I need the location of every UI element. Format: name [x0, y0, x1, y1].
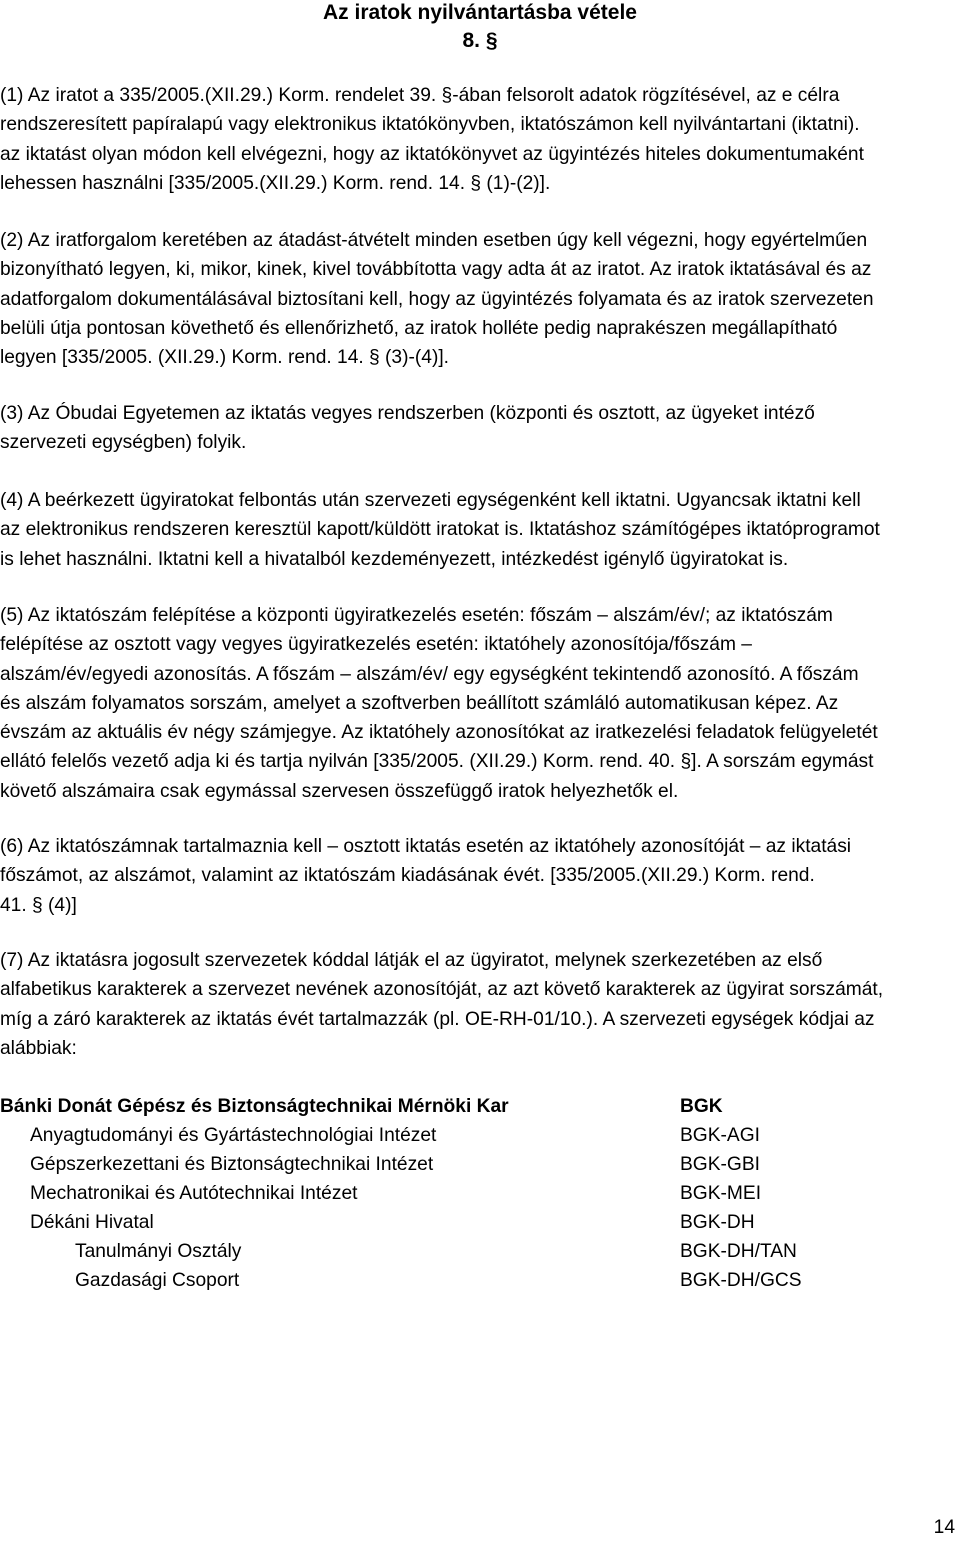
org-unit-name: Gépszerkezettani és Biztonságtechnikai Intézet	[30, 1154, 434, 1175]
org-unit-row	[0, 1208, 960, 1237]
org-unit-row	[0, 1179, 960, 1208]
paragraph-6: (6) Az iktatószámnak tartalmaznia kell – osztott iktatás esetén az iktatóhely azonosítóját – az iktatási főszámot, az alszámot, valamint az iktatószám kiadásának évét. [335/2005.(XII.29.) Korm. rend. 41. § (4)]	[0, 836, 852, 916]
org-unit-row	[0, 1237, 960, 1266]
org-unit-code: BGK-DH/GCS	[680, 1270, 802, 1291]
paragraph-5: (5) Az iktatószám felépítése a központi ügyiratkezelés esetén: főszám – alszám/év/; az iktatószám felépítése az osztott vagy vegyes ügyiratkezelés esetén: iktatóhely azonosítója/főszám – alszám/év/egyedi azonosítás. A főszám – alszám/év/ egy egységként tekintendő azonosító. A főszám és alszám folyamatos sorszám, amelyet a szoftverben beállított számláló automatikusan képez. Az évszám az aktuális év négy számjegye. Az iktatóhely azonosítókat az iratkezelési feladatok felügyeletét ellátó felelős vezető adja ki és tartja nyilván [335/2005. (XII.29.) Korm. rend. 40. §]. A sorszám egymást követő alszámaira csak egymással szervesen összefüggő iratok helyezhetők el.	[0, 605, 878, 802]
org-unit-row	[0, 1266, 960, 1295]
org-unit-name: Bánki Donát Gépész és Biztonságtechnikai Mérnöki Kar	[0, 1096, 509, 1117]
org-unit-code: BGK-DH	[680, 1212, 755, 1233]
paragraph-3: (3) Az Óbudai Egyetemen az iktatás vegyes rendszerben (központi és osztott, az ügyeket intéző szervezeti egységben) folyik.	[0, 403, 815, 454]
paragraph-1: (1) Az iratot a 335/2005.(XII.29.) Korm. rendelet 39. §-ában felsorolt adatok rögzítésével, az e célra rendszeresített papíralapú vagy elektronikus iktatókönyvben, iktatószámon kell nyilvántartani (iktatni). az iktatást olyan módon kell elvégezni, hogy az iktatókönyvet az ügyintézés hiteles dokumentumaként lehessen használni [335/2005.(XII.29.) Korm. rend. 14. § (1)-(2)].	[0, 85, 864, 194]
org-unit-name: Gazdasági Csoport	[75, 1270, 240, 1291]
section-number: 8. §	[462, 29, 498, 52]
org-unit-code: BGK-DH/TAN	[680, 1241, 797, 1262]
paragraph-4: (4) A beérkezett ügyiratokat felbontás után szervezeti egységenként kell iktatni. Ugyancsak iktatni kell az elektronikus rendszeren keresztül kapott/küldött iratokat is. Iktatáshoz számítógépes iktatóprogramot is lehet használni. Iktatni kell a hivatalból kezdeményezett, intézkedést igénylő ügyiratokat is.	[0, 490, 880, 570]
org-unit-name: Tanulmányi Osztály	[75, 1241, 242, 1262]
page-number: 14	[933, 1517, 955, 1538]
org-unit-name: Anyagtudományi és Gyártástechnológiai Intézet	[30, 1125, 437, 1146]
org-unit-row	[0, 1121, 960, 1150]
paragraph-7: (7) Az iktatásra jogosult szervezetek kóddal látják el az ügyiratot, melynek szerkezetében az első alfabetikus karakterek a szervezet nevének azonosítóját, az azt követő karakterek az ügyirat sorszámát, míg a záró karakterek az iktatás évét tartalmazzák (pl. OE-RH-01/10.). A szervezeti egységek kódjai az alábbiak:	[0, 950, 884, 1059]
org-unit-name: Dékáni Hivatal	[30, 1212, 154, 1233]
org-unit-code: BGK	[680, 1096, 723, 1117]
org-unit-name: Mechatronikai és Autótechnikai Intézet	[30, 1183, 358, 1204]
org-unit-code: BGK-GBI	[680, 1154, 760, 1175]
org-unit-code: BGK-AGI	[680, 1125, 760, 1146]
page-title: Az iratok nyilvántartásba vétele	[323, 1, 637, 24]
org-unit-code: BGK-MEI	[680, 1183, 762, 1204]
org-unit-row	[0, 1150, 960, 1179]
paragraph-2: (2) Az iratforgalom keretében az átadást-átvételt minden esetben úgy kell végezni, hogy egyértelműen bizonyítható legyen, ki, mikor, kinek, kivel továbbította vagy adta át az iratot. Az iratok iktatásával és az adatforgalom dokumentálásával biztosítani kell, hogy az ügyintézés folyamata és az iratok szervezeten belüli útja pontosan követhető és ellenőrizhető, az iratok holléte pedig naprakészen megállapítható legyen [335/2005. (XII.29.) Korm. rend. 14. § (3)-(4)].	[0, 230, 874, 369]
org-unit-row	[0, 1092, 960, 1121]
